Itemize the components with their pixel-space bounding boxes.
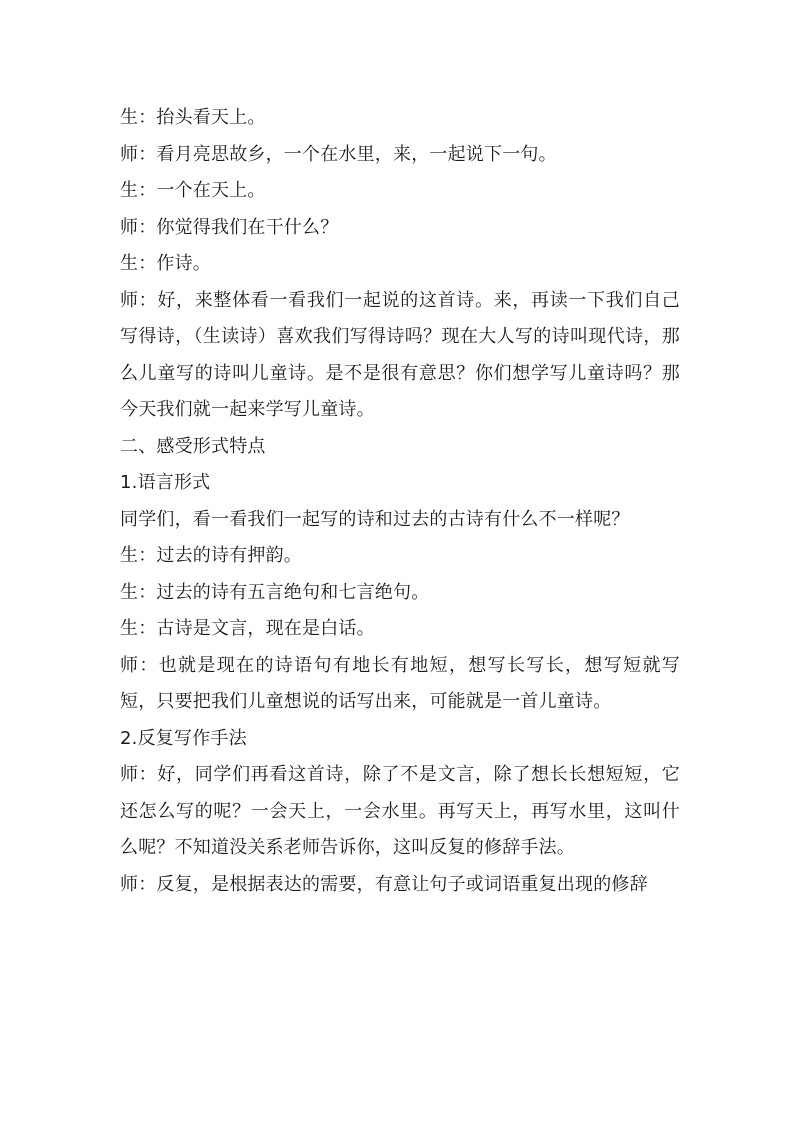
dialogue-paragraph-teacher: 师：好，同学们再看这首诗，除了不是文言，除了想长长想短短，它还怎么写的呢？一会天上，一会水里。再写天上，再写水里，这叫什么呢？不知道没关系老师告诉你，这叫反复的修辞手法。 xyxy=(120,764,680,858)
dialogue-line-student: 生：古诗是文言，现在是白话。 xyxy=(120,618,375,639)
body-text: 同学们，看一看我们一起写的诗和过去的古诗有什么不一样呢？ xyxy=(120,508,630,530)
dialogue-line-student: 生：抬头看天上。 xyxy=(120,107,266,128)
dialogue-line-student: 生：一个在天上。 xyxy=(120,180,266,201)
dialogue-line-teacher: 师：你觉得我们在干什么？ xyxy=(120,216,339,238)
dialogue-paragraph-teacher: 师：好，来整体看一看我们一起说的这首诗。来，再读一下我们自己写得诗，（生读诗）喜欢我们写得诗吗？现在大人写的诗叫现代诗，那么儿童写的诗叫儿童诗。是不是很有意思？你们想学写儿童诗吗？那今天我们就一起来学写儿童诗。 xyxy=(120,289,680,420)
subsection-heading: 2.反复写作手法 xyxy=(120,727,247,749)
dialogue-line-student: 生：过去的诗有五言绝句和七言绝句。 xyxy=(120,581,430,603)
subsection-heading: 1.语言形式 xyxy=(120,472,211,493)
dialogue-line-student: 生：作诗。 xyxy=(120,253,211,274)
section-heading: 二、感受形式特点 xyxy=(120,435,266,457)
dialogue-line-teacher: 师：看月亮思故乡，一个在水里，来，一起说下一句。 xyxy=(120,143,557,165)
dialogue-paragraph-teacher: 师：反复，是根据表达的需要，有意让句子或词语重复出现的修辞 xyxy=(120,873,648,895)
dialogue-line-student: 生：过去的诗有押韵。 xyxy=(120,545,302,566)
dialogue-paragraph-teacher: 师：也就是现在的诗语句有地长有地短，想写长写长，想写短就写短，只要把我们儿童想说的话写出来，可能就是一首儿童诗。 xyxy=(120,654,680,712)
document-body xyxy=(120,100,680,903)
